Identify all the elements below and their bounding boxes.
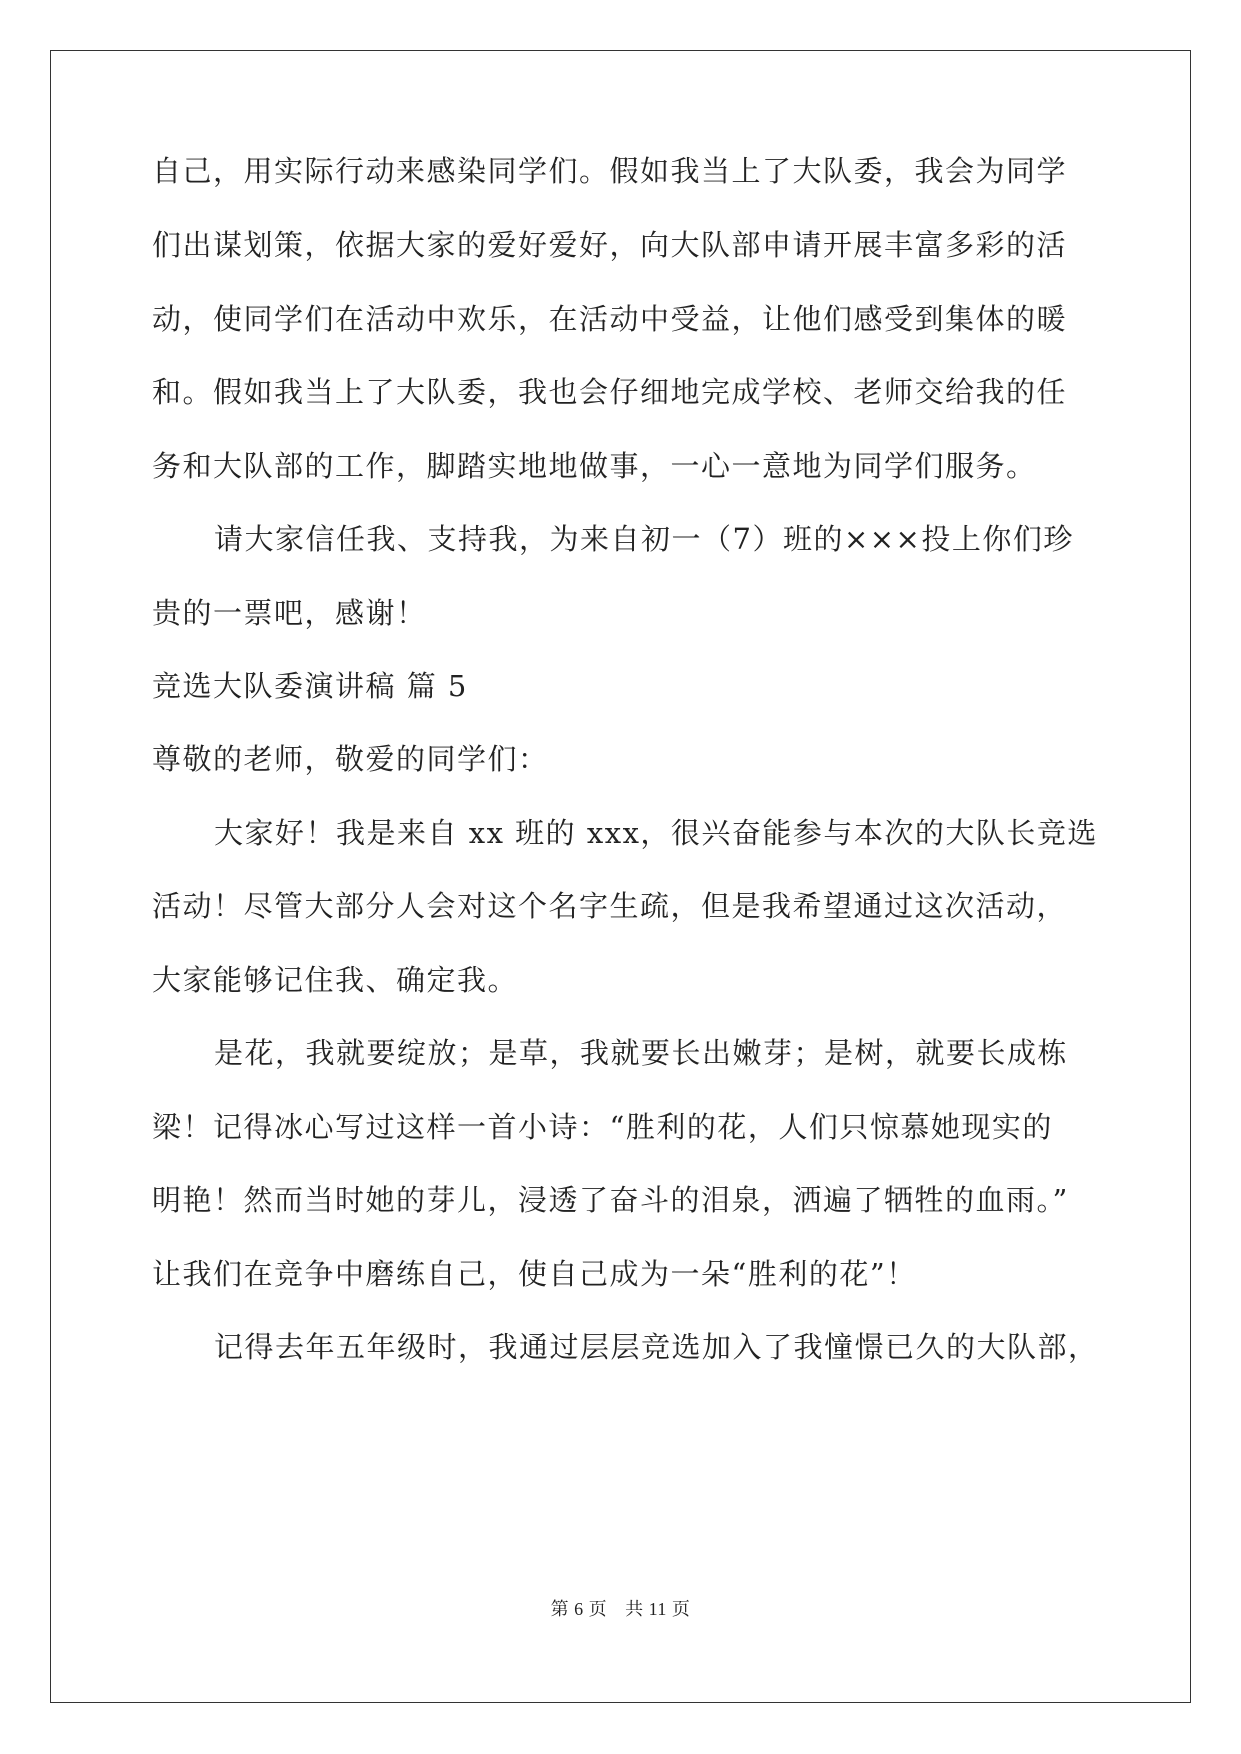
body-text-line: 梁！记得冰心写过这样一首小诗：“胜利的花，人们只惊慕她现实的	[152, 1110, 1053, 1144]
body-text-line: 明艳！然而当时她的芽儿，浸透了奋斗的泪泉，洒遍了牺牲的血雨。”	[152, 1183, 1069, 1217]
body-text-line: 贵的一票吧，感谢！	[152, 596, 427, 630]
page-border	[50, 50, 1191, 1703]
body-text-line: 请大家信任我、支持我，为来自初一（7）班的×××投上你们珍	[214, 522, 1074, 556]
body-text-line: 活动！尽管大部分人会对这个名字生疏，但是我希望通过这次活动，	[152, 889, 1068, 923]
body-text-line: 记得去年五年级时，我通过层层竞选加入了我憧憬已久的大队部，	[214, 1330, 1099, 1364]
body-text-line: 让我们在竞争中磨练自己，使自己成为一朵“胜利的花”！	[152, 1257, 917, 1291]
body-text-line: 大家能够记住我、确定我。	[152, 963, 519, 997]
page-total: 共 11 页	[625, 1599, 691, 1619]
body-text-line: 务和大队部的工作，脚踏实地地做事，一心一意地为同学们服务。	[152, 449, 1037, 483]
body-text-line: 们出谋划策，依据大家的爱好爱好，向大队部申请开展丰富多彩的活	[152, 228, 1068, 262]
page-footer	[0, 1595, 1241, 1621]
body-text-line: 是花，我就要绽放；是草，我就要长出嫩芽；是树，就要长成栋	[214, 1036, 1069, 1070]
body-text-line: 动，使同学们在活动中欢乐，在活动中受益，让他们感受到集体的暖	[152, 302, 1068, 336]
section-heading: 竞选大队委演讲稿 篇 5	[152, 669, 468, 703]
body-text-line: 和。假如我当上了大队委，我也会仔细地完成学校、老师交给我的任	[152, 375, 1068, 409]
page-number: 第 6 页	[550, 1599, 608, 1619]
salutation: 尊敬的老师，敬爱的同学们：	[152, 742, 549, 776]
body-text-line: 自己，用实际行动来感染同学们。假如我当上了大队委，我会为同学	[152, 154, 1068, 188]
body-text-line: 大家好！我是来自 xx 班的 xxx，很兴奋能参与本次的大队长竞选	[214, 816, 1098, 850]
